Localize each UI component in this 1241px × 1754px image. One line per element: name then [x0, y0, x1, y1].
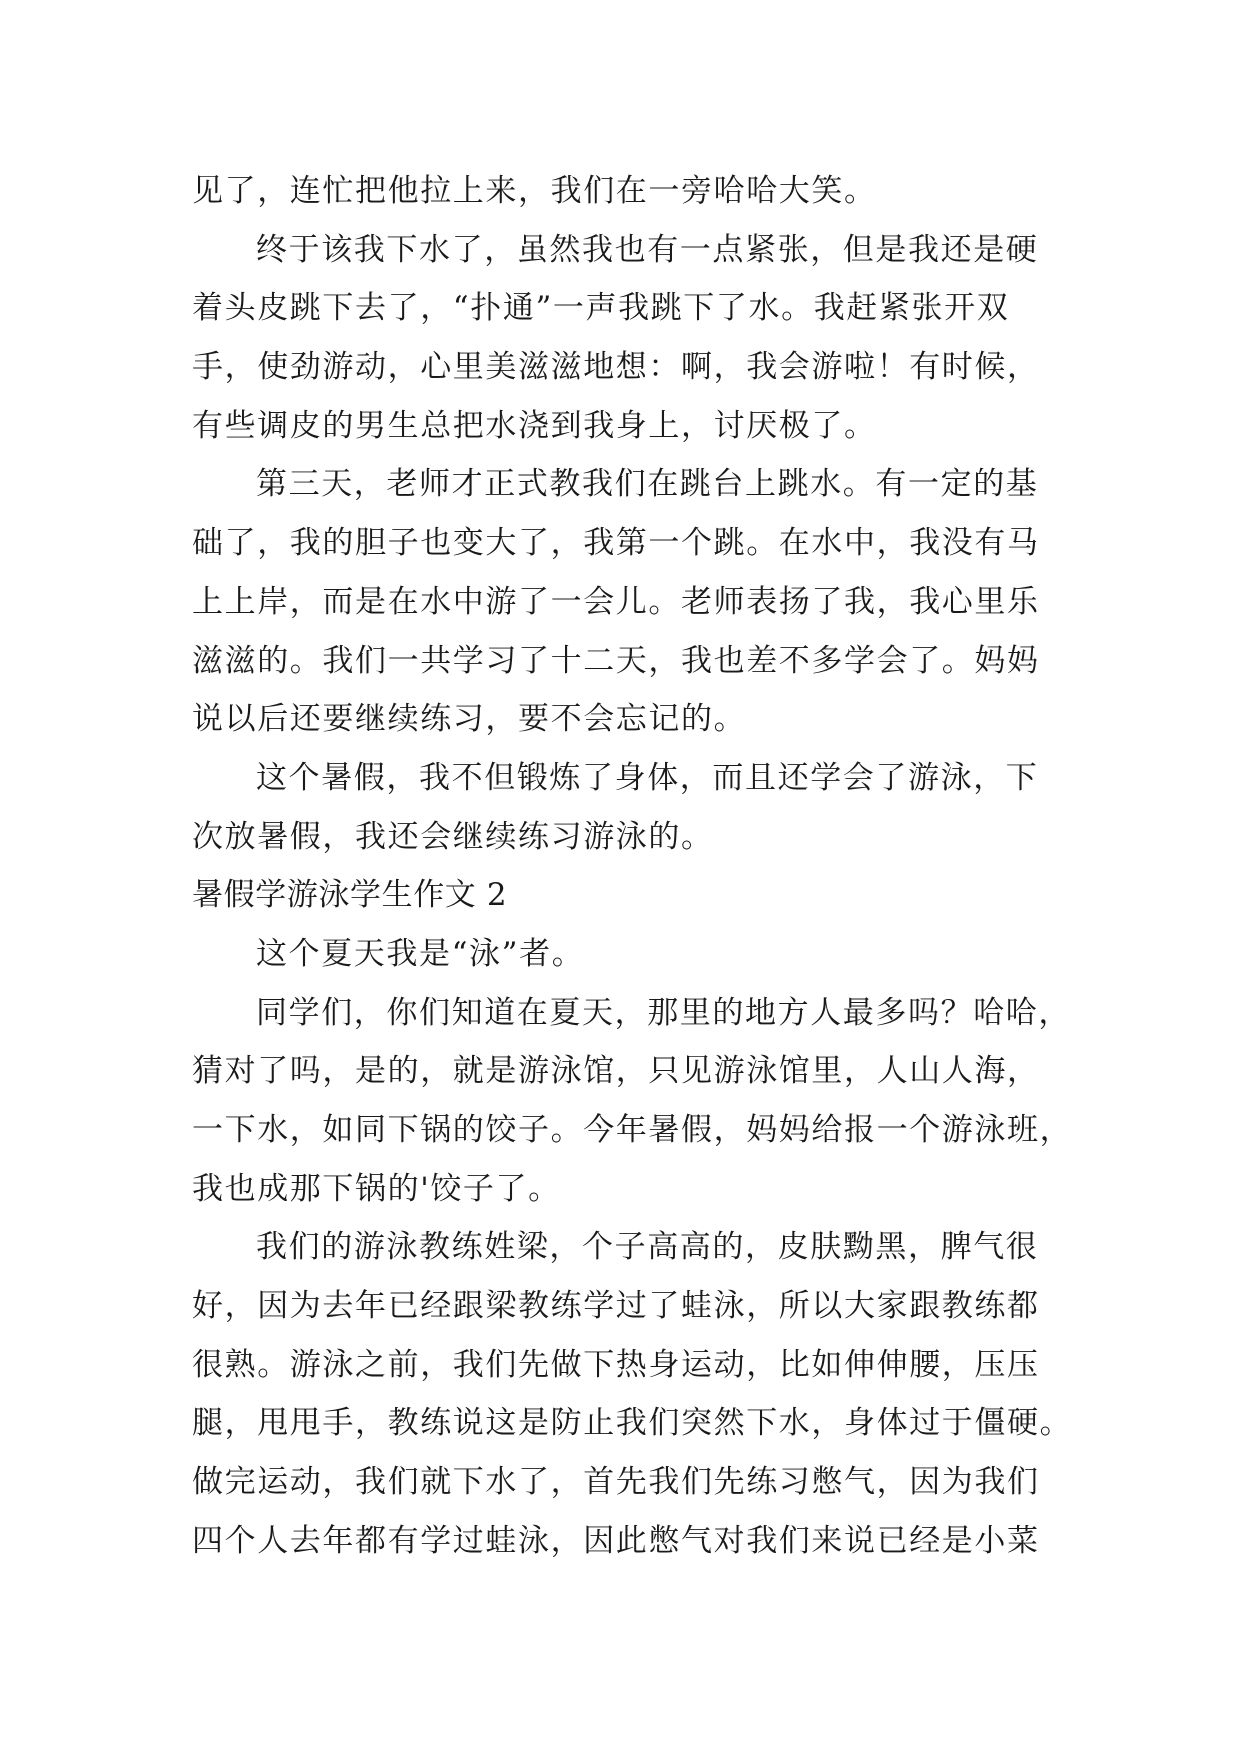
essay-line: 腿，甩甩手，教练说这是防止我们突然下水，身体过于僵硬。 [192, 1405, 1073, 1442]
paragraph-start-line: 第三天，老师才正式教我们在跳台上跳水。有一定的基 [256, 466, 1039, 503]
paragraph-start-line: 同学们，你们知道在夏天，那里的地方人最多吗？哈哈， [256, 994, 1071, 1031]
essay-line: 础了，我的胆子也变大了，我第一个跳。在水中，我没有马 [192, 525, 1040, 562]
essay-line: 次放暑假，我还会继续练习游泳的。 [192, 818, 714, 855]
essay-line: 上上岸，而是在水中游了一会儿。老师表扬了我，我心里乐 [192, 583, 1040, 620]
essay-line: 着头皮跳下去了，“扑通”一声我跳下了水。我赶紧张开双 [192, 290, 1010, 327]
essay-line: 见了，连忙把他拉上来，我们在一旁哈哈大笑。 [192, 173, 877, 209]
essay-line: 很熟。游泳之前，我们先做下热身运动，比如伸伸腰，压压 [192, 1346, 1040, 1383]
essay-line: 猜对了吗，是的，就是游泳馆，只见游泳馆里，人山人海， [192, 1053, 1040, 1090]
essay-line: 四个人去年都有学过蛙泳，因此憋气对我们来说已经是小菜 [192, 1522, 1040, 1559]
paragraph-start-line: 终于该我下水了，虽然我也有一点紧张，但是我还是硬 [256, 231, 1039, 268]
essay-title: 暑假学游泳学生作文 2 [192, 877, 508, 914]
essay-line: 好，因为去年已经跟梁教练学过了蛙泳，所以大家跟教练都 [192, 1288, 1040, 1325]
paragraph-start-line: 这个暑假，我不但锻炼了身体，而且还学会了游泳，下 [256, 759, 1039, 796]
essay-line: 滋滋的。我们一共学习了十二天，我也差不多学会了。妈妈 [192, 642, 1040, 679]
essay-line: 一下水，如同下锅的饺子。今年暑假，妈妈给报一个游泳班， [192, 1112, 1073, 1148]
essay-line: 有些调皮的男生总把水浇到我身上，讨厌极了。 [192, 407, 877, 444]
essay-line: 做完运动，我们就下水了，首先我们先练习憋气，因为我们 [192, 1464, 1040, 1501]
essay-line: 说以后还要继续练习，要不会忘记的。 [192, 701, 747, 738]
paragraph-start-line: 这个夏天我是“泳”者。 [256, 935, 585, 972]
paragraph-start-line: 我们的游泳教练姓梁，个子高高的，皮肤黝黑，脾气很 [256, 1229, 1039, 1266]
essay-body [192, 162, 1073, 1571]
essay-line: 手，使劲游动，心里美滋滋地想：啊，我会游啦！有时候， [192, 349, 1040, 386]
essay-line: 我也成那下锅的'饺子了。 [192, 1170, 561, 1207]
